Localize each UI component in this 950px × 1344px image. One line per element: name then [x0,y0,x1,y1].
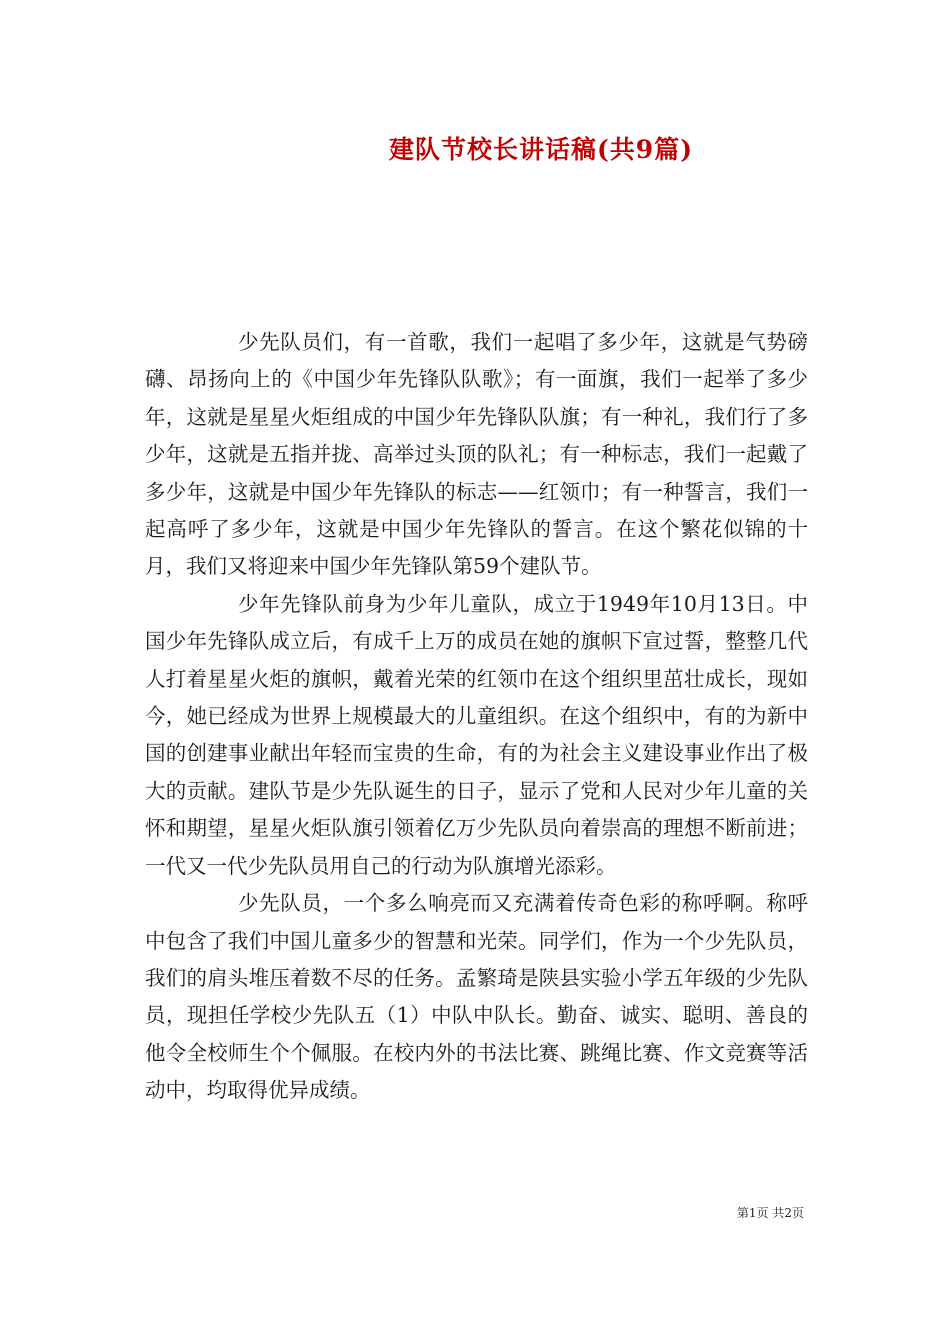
document-body [145,324,808,1110]
paragraph-2: 少年先锋队前身为少年儿童队，成立于1949年10月13日。中国少年先锋队成立后，有成千上万的成员在她的旗帜下宣过誓，整整几代人打着星星火炬的旗帜，戴着光荣的红领巾在这个组织里茁壮成长，现如今，她已经成为世界上规模最大的儿童组织。在这个组织中，有的为新中国的创建事业献出年轻而宝贵的生命，有的为社会主义建设事业作出了极大的贡献。建队节是少先队诞生的日子，显示了党和人民对少年儿童的关怀和期望，星星火炬队旗引领着亿万少先队员向着崇高的理想不断前进；一代又一代少先队员用自己的行动为队旗增光添彩。 [145,591,808,878]
paragraph-3: 少先队员，一个多么响亮而又充满着传奇色彩的称呼啊。称呼中包含了我们中国儿童多少的智慧和光荣。同学们，作为一个少先队员，我们的肩头堆压着数不尽的任务。孟繁琦是陕县实验小学五年级的少先队员，现担任学校少先队五（1）中队中队长。勤奋、诚实、聪明、善良的他令全校师生个个佩服。在校内外的书法比赛、跳绳比赛、作文竞赛等活动中，均取得优异成绩。 [145,891,808,1103]
document-title: 建队节校长讲话稿(共9篇) [388,135,694,164]
paragraph-1: 少先队员们，有一首歌，我们一起唱了多少年，这就是气势磅礴、昂扬向上的《中国少年先锋队队歌》；有一面旗，我们一起举了多少年，这就是星星火炬组成的中国少年先锋队队旗；有一种礼，我们行了多少年，这就是五指并拢、高举过头顶的队礼；有一种标志，我们一起戴了多少年，这就是中国少年先锋队的标志——红领巾；有一种誓言，我们一起高呼了多少年，这就是中国少年先锋队的誓言。在这个繁花似锦的十月，我们又将迎来中国少年先锋队第59个建队节。 [145,330,808,579]
page-number-footer: 第1页 共2页 [736,1206,804,1220]
